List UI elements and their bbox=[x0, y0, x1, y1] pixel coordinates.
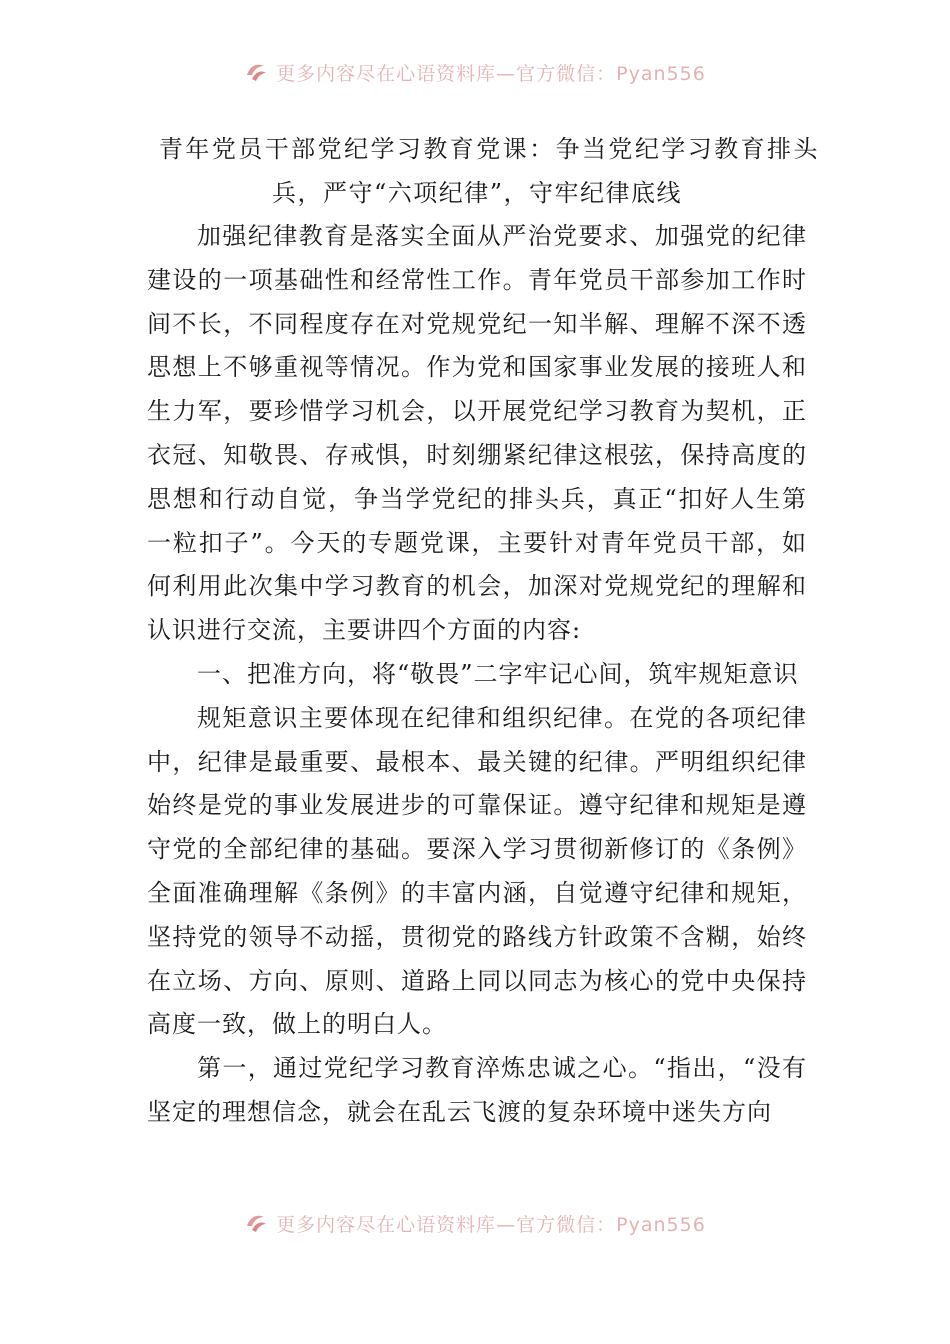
paragraph-loyalty: 第一，通过党纪学习教育淬炼忠诚之心。“指出，“没有坚定的理想信念，就会在乱云飞渡的复杂环境中迷失方向 bbox=[147, 1054, 807, 1126]
watermark-footer bbox=[0, 1203, 950, 1243]
watermark-text: 更多内容尽在心语资料库—官方微信：Pyan556 bbox=[276, 62, 706, 85]
watermark-text: 更多内容尽在心语资料库—官方微信：Pyan556 bbox=[276, 1213, 706, 1236]
brand-logo-icon bbox=[244, 61, 268, 83]
watermark-header bbox=[0, 52, 950, 92]
title-line-2: 兵，严守“六项纪律”，守牢纪律底线 bbox=[271, 179, 683, 207]
paragraph-intro: 加强纪律教育是落实全面从严治党要求、加强党的纪律建设的一项基础性和经常性工作。青年党员干部参加工作时间不长，不同程度存在对党规党纪一知半解、理解不深不透思想上不够重视等情况。作为党和国家事业发展的接班人和生力军，要珍惜学习机会，以开展党纪学习教育为契机，正衣冠、知敬畏、存戒惧，时刻绷紧纪律这根弦，保持高度的思想和行动自觉，争当学党纪的排头兵，真正“扣好人生第一粒扣子”。今天的专题党课，主要针对青年党员干部，如何利用此次集中学习教育的机会，加深对党规党纪的理解和认识进行交流，主要讲四个方面的内容: bbox=[147, 222, 807, 645]
title-line-1: 青年党员干部党纪学习教育党课：争当党纪学习教育排头 bbox=[159, 135, 819, 163]
document-body bbox=[147, 127, 819, 1135]
paragraph-rules-awareness: 规矩意识主要体现在纪律和组织纪律。在党的各项纪律中，纪律是最重要、最根本、最关键的纪律。严明组织纪律始终是党的事业发展进步的可靠保证。遵守纪律和规矩是遵守党的全部纪律的基础。要深入学习贯彻新修订的《条例》全面准确理解《条例》的丰富内涵，自觉遵守纪律和规矩，坚持党的领导不动摇，贯彻党的路线方针政策不含糊，始终在立场、方向、原则、道路上同以同志为核心的党中央保持高度一致，做上的明白人。 bbox=[147, 703, 807, 1039]
document-title bbox=[147, 127, 819, 215]
brand-logo-icon bbox=[244, 1212, 268, 1234]
section-heading-1: 一、把准方向，将“敬畏”二字牢记心间，筑牢规矩意识 bbox=[197, 659, 799, 688]
